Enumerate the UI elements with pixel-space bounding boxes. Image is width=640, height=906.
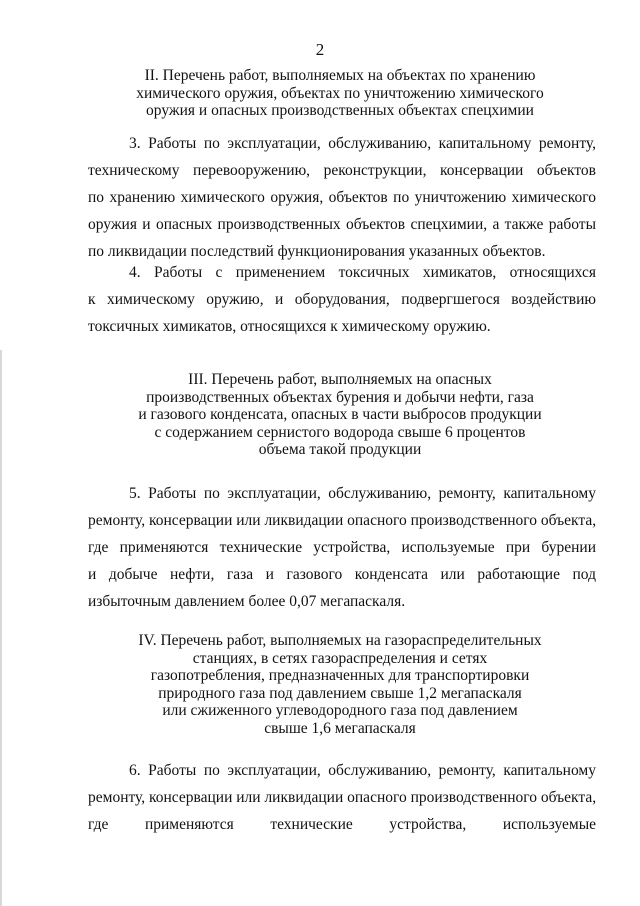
heading-line: природного газа под давлением свыше 1,2 мегапаскаля: [158, 684, 522, 702]
item-3-paragraph: [88, 130, 596, 265]
item-4-paragraph: [88, 259, 596, 340]
heading-line: производственных объектах бурения и добычи нефти, газа: [146, 388, 534, 406]
heading-line: свыше 1,6 мегапаскаля: [264, 719, 416, 737]
heading-line: IV. Перечень работ, выполняемых на газораспределительных: [138, 632, 542, 649]
paragraph-line: токсичных химикатов, относящихся к химическому оружию.: [88, 318, 491, 335]
paragraph-line: 6. Работы по эксплуатации, обслуживанию, ремонту, капитальному: [129, 762, 596, 779]
paragraph-line: по ликвидации последствий функционирования указанных объектов.: [88, 243, 546, 260]
heading-line: или сжиженного углеводородного газа под давлением: [162, 702, 518, 719]
heading-line: объема такой продукции: [258, 441, 422, 458]
heading-line: с содержанием сернистого водорода свыше 6 процентов: [154, 423, 526, 441]
heading-line: станциях, в сетях газораспределения и сетях: [192, 649, 488, 667]
heading-line: химического оружия, объектах по уничтожению химического: [136, 84, 544, 102]
item-6-paragraph: [88, 757, 596, 838]
paragraph-line: где применяются технические устройства, используемые при бурении: [88, 539, 596, 556]
paragraph-line: к химическому оружию, и оборудования, подвергшегося воздействию: [88, 291, 596, 308]
paragraph-line: 5. Работы по эксплуатации, обслуживанию, ремонту, капитальному: [129, 485, 596, 502]
heading-line: II. Перечень работ, выполняемых на объектах по хранению: [144, 67, 536, 84]
section-2-heading: [60, 67, 620, 120]
paragraph-line: и добыче нефти, газа и газового конденсата или работающие под: [88, 566, 596, 583]
paragraph-line: 4. Работы с применением токсичных химикатов, относящихся: [129, 264, 596, 281]
paragraph-line: ремонту, консервации или ликвидации опасного производственного объекта,: [88, 512, 597, 529]
scan-edge-mark: [0, 350, 2, 906]
heading-line: оружия и опасных производственных объектах спецхимии: [146, 102, 534, 119]
section-4-heading: [60, 632, 620, 737]
paragraph-line: по хранению химического оружия, объектов по уничтожению химического: [88, 189, 596, 206]
paragraph-line: ремонту, консервации или ликвидации опасного производственного объекта,: [88, 789, 597, 806]
heading-line: газопотребления, предназначенных для транспортировки: [150, 667, 530, 684]
paragraph-line: оружия и опасных производственных объектов спецхимии, а также работы: [88, 216, 596, 233]
item-5-paragraph: [88, 480, 596, 615]
paragraph-line: техническому перевооружению, реконструкции, консервации объектов: [88, 162, 596, 179]
paragraph-line: избыточным давлением более 0,07 мегапаскаля.: [88, 593, 406, 610]
paragraph-line: 3. Работы по эксплуатации, обслуживанию, капитальному ремонту,: [129, 135, 596, 152]
heading-line: и газового конденсата, опасных в части выбросов продукции: [138, 406, 542, 423]
heading-line: III. Перечень работ, выполняемых на опасных: [188, 371, 492, 388]
section-3-heading: [60, 371, 620, 459]
page-number: 2: [315, 40, 325, 59]
paragraph-line: где применяются технические устройства, используемые: [88, 816, 596, 833]
